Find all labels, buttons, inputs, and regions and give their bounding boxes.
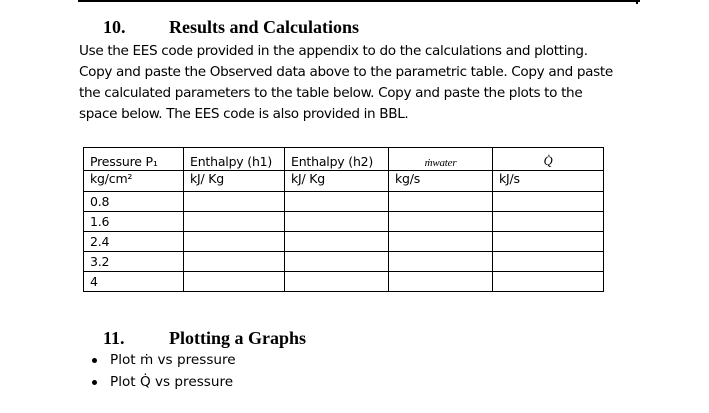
section-11-heading	[103, 328, 306, 349]
header-enthalpy-h2: Enthalpy (h2)	[285, 148, 389, 171]
table-cell[interactable]	[285, 212, 389, 232]
table-cell[interactable]	[389, 232, 493, 252]
table-cell[interactable]	[285, 232, 389, 252]
section-10-heading	[103, 17, 359, 38]
table-cell[interactable]	[493, 212, 604, 232]
top-rule	[78, 0, 640, 2]
section-10-title: Results and Calculations	[169, 17, 360, 37]
paragraph-line: space below. The EES code is also provided in BBL.	[79, 106, 409, 122]
table-cell[interactable]: 4	[84, 272, 184, 292]
unit-mass-flow: kg/s	[389, 171, 493, 192]
header-enthalpy-h1: Enthalpy (h1)	[184, 148, 285, 171]
table-cell[interactable]	[184, 232, 285, 252]
table-units-row	[84, 171, 604, 192]
table-header-row	[84, 148, 604, 171]
header-heat-rate: Q̇	[493, 148, 604, 171]
table-cell[interactable]: 3.2	[84, 252, 184, 272]
table-cell[interactable]	[285, 192, 389, 212]
table-cell[interactable]	[184, 252, 285, 272]
table-cell[interactable]	[493, 192, 604, 212]
table-cell[interactable]	[389, 192, 493, 212]
table-cell[interactable]	[493, 232, 604, 252]
section-11-title: Plotting a Graphs	[169, 328, 307, 348]
unit-pressure: kg/cm²	[84, 171, 184, 192]
bullet-icon	[92, 380, 97, 385]
paragraph-line: Use the EES code provided in the appendix to do the calculations and plotting.	[79, 43, 588, 59]
table-cell[interactable]	[389, 212, 493, 232]
table-row	[84, 212, 604, 232]
table-cell[interactable]	[184, 212, 285, 232]
section-10-paragraph	[79, 41, 647, 125]
table-cell[interactable]	[184, 192, 285, 212]
paragraph-line: Copy and paste the Observed data above to the parametric table. Copy and paste	[79, 64, 613, 80]
table-cell[interactable]	[285, 272, 389, 292]
table-cell[interactable]	[389, 272, 493, 292]
list-item	[92, 371, 236, 393]
top-rule-tick	[636, 0, 638, 4]
table-cell[interactable]	[184, 272, 285, 292]
table-row	[84, 252, 604, 272]
section-10-number: 10.	[103, 17, 126, 37]
table-row	[84, 232, 604, 252]
paragraph-line: the calculated parameters to the table below. Copy and paste the plots to the	[79, 85, 583, 101]
unit-enthalpy-h2: kJ/ Kg	[285, 171, 389, 192]
table-cell[interactable]: 0.8	[84, 192, 184, 212]
results-table	[83, 147, 604, 292]
table-row	[84, 192, 604, 212]
plot-bullet-list	[92, 349, 236, 393]
section-11-number: 11.	[103, 328, 125, 348]
bullet-icon	[92, 358, 97, 363]
table-row	[84, 272, 604, 292]
header-pressure: Pressure P₁	[84, 148, 184, 171]
list-item	[92, 349, 236, 371]
table-cell[interactable]	[493, 272, 604, 292]
table-cell[interactable]	[493, 252, 604, 272]
list-item-text: Plot Q̇ vs pressure	[110, 374, 234, 390]
table-cell[interactable]: 1.6	[84, 212, 184, 232]
unit-heat-rate: kJ/s	[493, 171, 604, 192]
table-cell[interactable]	[389, 252, 493, 272]
table-cell[interactable]	[285, 252, 389, 272]
unit-enthalpy-h1: kJ/ Kg	[184, 171, 285, 192]
list-item-text: Plot ṁ vs pressure	[110, 352, 236, 368]
header-mass-flow-water: ṁwater	[389, 148, 493, 171]
table-cell[interactable]: 2.4	[84, 232, 184, 252]
